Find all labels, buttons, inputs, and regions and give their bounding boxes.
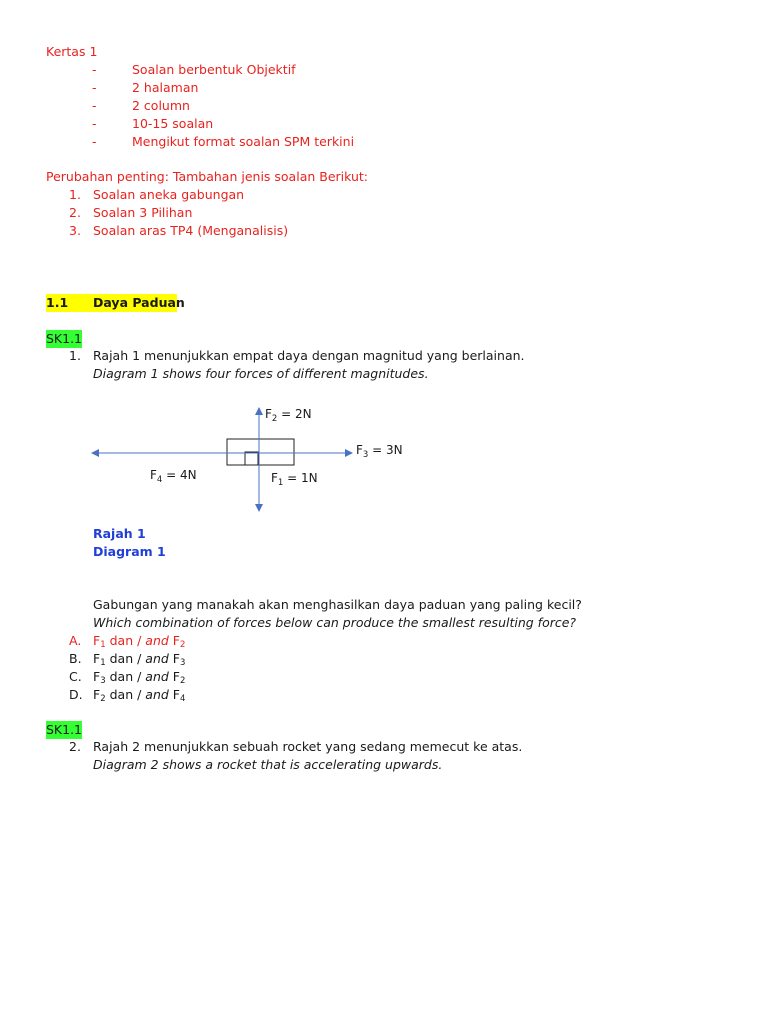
question-text-en: Diagram 2 shows a rocket that is accelerating upwards. bbox=[93, 757, 443, 772]
option-letter: B. bbox=[69, 651, 82, 666]
bullet-dash: - bbox=[92, 116, 97, 131]
option-text: $F_1$ dan / and $F_2$ bbox=[93, 633, 186, 650]
f3-label: $F_3 = 3N$ bbox=[356, 443, 403, 460]
item-number: 3. bbox=[69, 223, 81, 238]
object-box bbox=[227, 439, 294, 465]
option-letter: C. bbox=[69, 669, 82, 684]
prompt-ms: Gabungan yang manakah akan menghasilkan daya paduan yang paling kecil? bbox=[93, 597, 582, 612]
option-b bbox=[69, 651, 186, 668]
changes-heading: Perubahan penting: Tambahan jenis soalan Berikut: bbox=[46, 169, 369, 184]
section-title: Daya Paduan bbox=[93, 295, 185, 310]
bullet-text: Mengikut format soalan SPM terkini bbox=[132, 134, 355, 149]
bullet-dash: - bbox=[92, 62, 97, 77]
prompt-en: Which combination of forces below can produce the smallest resulting force? bbox=[93, 615, 577, 630]
bullet-dash: - bbox=[92, 98, 97, 113]
option-text: $F_3$ dan / and $F_2$ bbox=[93, 669, 186, 686]
item-number: 2. bbox=[69, 205, 81, 220]
question-text-ms: Rajah 1 menunjukkan empat daya dengan magnitud yang berlainan. bbox=[93, 348, 525, 363]
question-number: 1. bbox=[69, 348, 81, 363]
item-text: Soalan aneka gabungan bbox=[93, 187, 245, 202]
f4-label: $F_4 = 4N$ bbox=[150, 468, 197, 485]
question-tag: SK1.1 bbox=[46, 722, 83, 737]
question-text-ms: Rajah 2 menunjukkan sebuah rocket yang sedang memecut ke atas. bbox=[93, 739, 523, 754]
item-text: Soalan aras TP4 (Menganalisis) bbox=[93, 223, 289, 238]
diagram-caption-ms: Rajah 1 bbox=[93, 526, 146, 541]
question-number: 2. bbox=[69, 739, 81, 754]
option-a bbox=[69, 633, 186, 650]
bullet-dash: - bbox=[92, 134, 97, 149]
question-text-en: Diagram 1 shows four forces of different magnitudes. bbox=[93, 366, 429, 381]
question-tag: SK1.1 bbox=[46, 331, 83, 346]
f1-label: $F_1 = 1N$ bbox=[271, 471, 318, 488]
option-text: $F_1$ dan / and $F_3$ bbox=[93, 651, 186, 668]
diagram-caption-en: Diagram 1 bbox=[93, 544, 166, 559]
option-text: $F_2$ dan / and $F_4$ bbox=[93, 687, 186, 704]
section-number: 1.1 bbox=[46, 295, 69, 310]
option-letter: A. bbox=[69, 633, 82, 648]
item-text: Soalan 3 Pilihan bbox=[93, 205, 193, 220]
bullet-text: 10-15 soalan bbox=[132, 116, 214, 131]
paper-title: Kertas 1 bbox=[46, 44, 98, 59]
item-number: 1. bbox=[69, 187, 81, 202]
option-d bbox=[69, 687, 186, 704]
bullet-dash: - bbox=[92, 80, 97, 95]
origin-marker bbox=[245, 452, 258, 465]
bullet-text: 2 halaman bbox=[132, 80, 199, 95]
option-letter: D. bbox=[69, 687, 83, 702]
bullet-text: Soalan berbentuk Objektif bbox=[132, 62, 296, 77]
option-c bbox=[69, 669, 186, 686]
bullet-text: 2 column bbox=[132, 98, 190, 113]
section-heading bbox=[46, 294, 185, 312]
f2-label: $F_2 = 2N$ bbox=[265, 407, 312, 424]
force-diagram bbox=[0, 400, 768, 540]
